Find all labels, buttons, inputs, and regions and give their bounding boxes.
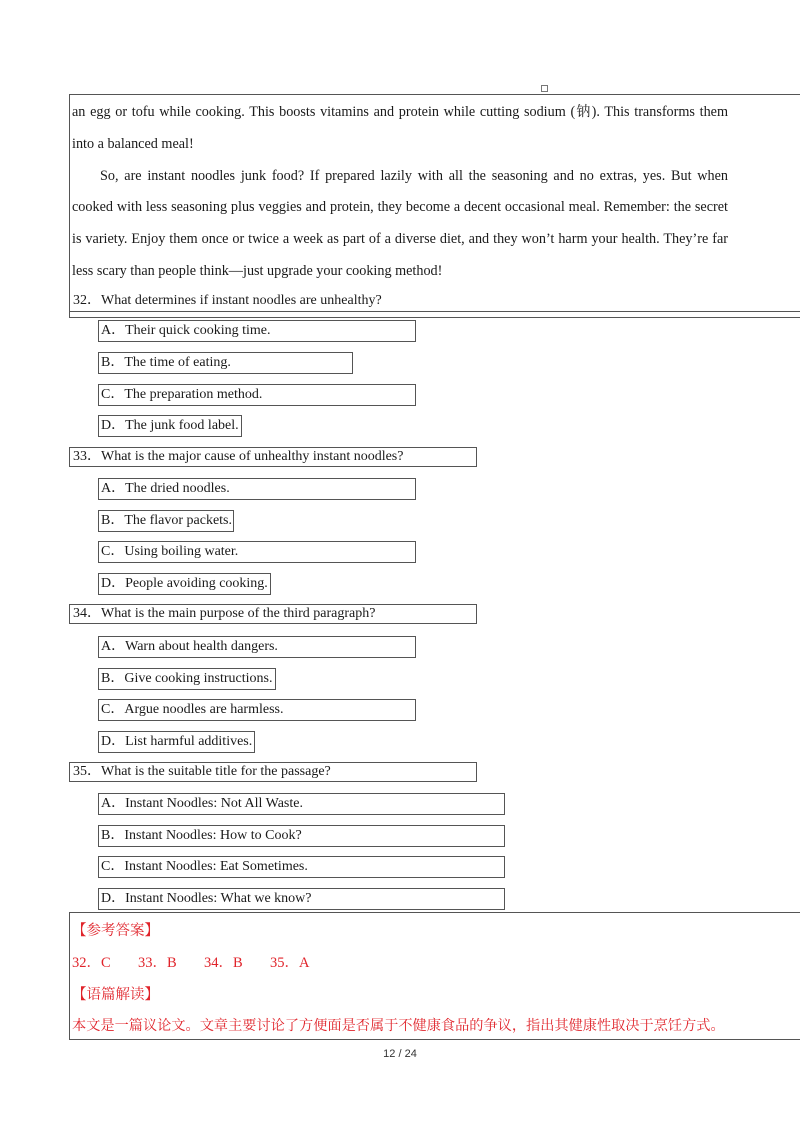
question-35-option-a[interactable]: A．Instant Noodles: Not All Waste.	[98, 793, 505, 815]
question-34-option-a[interactable]: A．Warn about health dangers.	[98, 636, 416, 658]
answer-35: 35．A	[270, 955, 310, 971]
question-35-option-c[interactable]: C．Instant Noodles: Eat Sometimes.	[98, 856, 505, 878]
question-35-option-d[interactable]: D．Instant Noodles: What we know?	[98, 888, 505, 910]
question-32-option-b[interactable]: B．The time of eating.	[98, 352, 353, 374]
answer-34: 34．B	[204, 955, 243, 971]
question-32-option-d[interactable]: D．The junk food label.	[98, 415, 242, 437]
question-33-option-c[interactable]: C．Using boiling water.	[98, 541, 416, 563]
question-35-option-b[interactable]: B．Instant Noodles: How to Cook?	[98, 825, 505, 847]
question-33-option-d[interactable]: D．People avoiding cooking.	[98, 573, 271, 595]
question-34-option-d[interactable]: D．List harmful additives.	[98, 731, 255, 753]
passage-line: an egg or tofu while cooking. This boosts vitamins and protein while cutting sodium (钠). This transforms them	[72, 104, 728, 120]
answer-list	[72, 953, 472, 973]
question-34-option-c[interactable]: C．Argue noodles are harmless.	[98, 699, 416, 721]
page-number: 12 / 24	[383, 1048, 417, 1060]
answer-32: 32．C	[72, 955, 111, 971]
question-34-option-b[interactable]: B．Give cooking instructions.	[98, 668, 276, 690]
question-34-stem: 34．What is the main purpose of the third paragraph?	[69, 604, 477, 624]
analysis-text: 本文是一篇议论文。文章主要讨论了方便面是否属于不健康食品的争议，指出其健康性取决于烹饪方式。	[72, 1018, 725, 1034]
passage-line: is variety. Enjoy them once or twice a week as part of a diverse diet, and they won’t harm your health. They’re far	[72, 231, 728, 247]
question-33-option-b[interactable]: B．The flavor packets.	[98, 510, 234, 532]
question-32-option-c[interactable]: C．The preparation method.	[98, 384, 416, 406]
anchor-marker-icon	[541, 85, 548, 92]
passage-line: into a balanced meal!	[72, 136, 194, 152]
question-35-stem: 35．What is the suitable title for the passage?	[69, 762, 477, 782]
passage-line: less scary than people think—just upgrade your cooking method!	[72, 263, 443, 279]
analysis-heading: 【语篇解读】	[72, 987, 159, 1003]
question-32-stem: 32．What determines if instant noodles are unhealthy?	[69, 292, 800, 312]
answer-33: 33．B	[138, 955, 177, 971]
passage-line: cooked with less seasoning plus veggies and protein, they become a decent occasional meal. Remember: the secret	[72, 199, 728, 215]
question-33-option-a[interactable]: A．The dried noodles.	[98, 478, 416, 500]
reference-answer-heading: 【参考答案】	[72, 923, 159, 939]
question-32-option-a[interactable]: A．Their quick cooking time.	[98, 320, 416, 342]
question-33-stem: 33．What is the major cause of unhealthy instant noodles?	[69, 447, 477, 467]
passage-line: So, are instant noodles junk food? If prepared lazily with all the seasoning and no extras, yes. But when	[100, 168, 728, 184]
